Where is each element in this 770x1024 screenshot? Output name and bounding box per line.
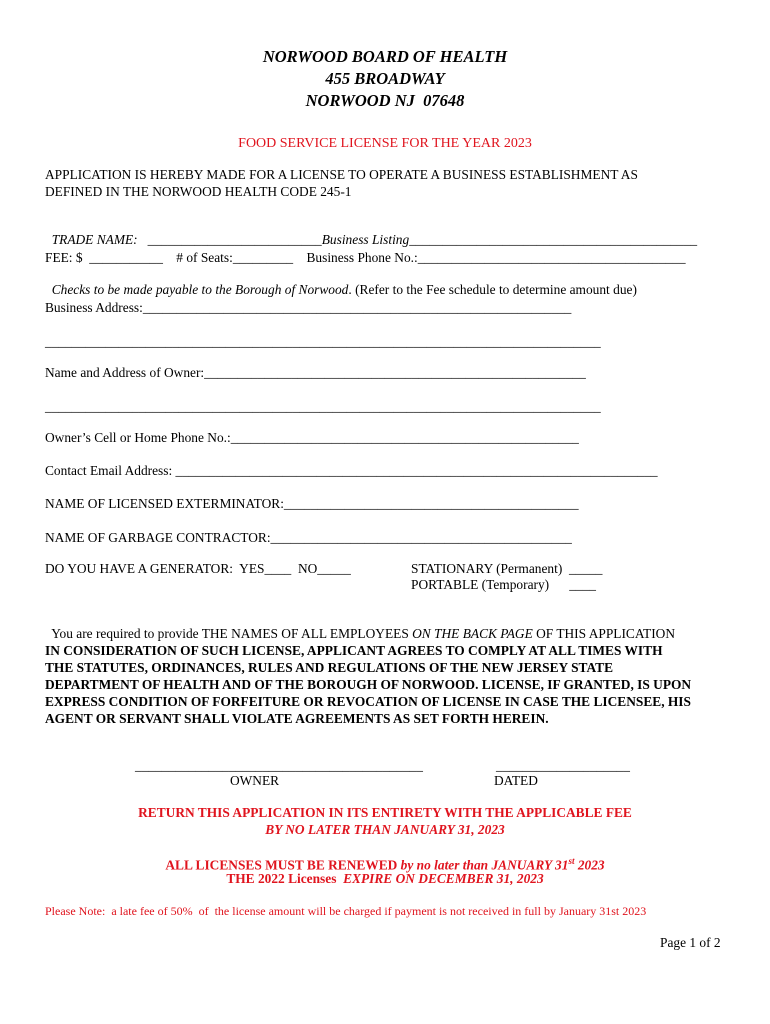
owner-name-address-field[interactable]: Name and Address of Owner:_________________________________________________________ xyxy=(45,365,586,380)
renewal-italic: by no later than JANUARY 31 xyxy=(400,857,569,873)
generator-portable[interactable]: PORTABLE (Temporary) ____ xyxy=(411,577,596,592)
trade-name-row[interactable] xyxy=(45,216,697,248)
consideration-paragraph xyxy=(45,642,735,727)
renewal-bold: ALL LICENSES MUST BE RENEWED xyxy=(165,857,401,873)
license-title: FOOD SERVICE LICENSE FOR THE YEAR 2023 xyxy=(238,136,532,151)
checks-note-italic: Checks to be made payable to the Borough of Norwood xyxy=(51,282,349,297)
date-signature-line[interactable]: ____________________ xyxy=(496,758,630,773)
consideration-line: AGENT OR SERVANT SHALL VIOLATE AGREEMENTS AS SET FORTH HEREIN. xyxy=(45,711,549,726)
page-number: Page 1 of 2 xyxy=(660,935,721,950)
business-address-line-2[interactable]: ___________________________________________________________________________________ xyxy=(45,334,601,349)
header-line-3: NORWOOD NJ 07648 xyxy=(305,91,465,110)
return-notice-line-2: BY NO LATER THAN JANUARY 31, 2023 xyxy=(265,822,505,837)
consideration-line: THE STATUTES, ORDINANCES, RULES AND REGULATIONS OF THE NEW JERSEY STATE xyxy=(45,660,613,675)
return-notice-line-1: RETURN THIS APPLICATION IN ITS ENTIRETY WITH THE APPLICABLE FEE xyxy=(138,805,632,820)
consideration-line: IN CONSIDERATION OF SUCH LICENSE, APPLICANT AGREES TO COMPLY AT ALL TIMES WITH xyxy=(45,643,663,658)
checks-note xyxy=(45,266,637,298)
business-address-field[interactable]: Business Address:________________________________________________________________ xyxy=(45,300,572,315)
owner-phone-field[interactable]: Owner’s Cell or Home Phone No.:____________________________________________________ xyxy=(45,430,579,445)
consideration-line: EXPRESS CONDITION OF FORFEITURE OR REVOCATION OF LICENSE IN CASE THE LICENSEE, HIS xyxy=(45,694,691,709)
owner-address-line-2[interactable]: ___________________________________________________________________________________ xyxy=(45,399,601,414)
renewal-l2-bold: THE 2022 Licenses xyxy=(226,871,344,886)
exterminator-field[interactable]: NAME OF LICENSED EXTERMINATOR:____________________________________________ xyxy=(45,496,579,511)
business-listing-blank[interactable]: ___________________________________________ xyxy=(409,232,698,247)
trade-name-label: TRADE NAME: xyxy=(51,232,138,247)
intro-line-1: APPLICATION IS HEREBY MADE FOR A LICENSE TO OPERATE A BUSINESS ESTABLISHMENT AS xyxy=(45,167,638,182)
header-line-2: 455 BROADWAY xyxy=(325,69,445,88)
consideration-line: DEPARTMENT OF HEALTH AND OF THE BOROUGH OF NORWOOD. LICENSE, IF GRANTED, IS UPON xyxy=(45,677,692,692)
employees-note-before: You are required to provide THE NAMES OF ALL EMPLOYEES xyxy=(51,626,413,641)
header-line-1: NORWOOD BOARD OF HEALTH xyxy=(262,47,508,66)
generator-stationary[interactable]: STATIONARY (Permanent) _____ xyxy=(411,561,603,576)
fee-seats-phone-row[interactable]: FEE: $ ___________ # of Seats:_________ Business Phone No.:________________________________________ xyxy=(45,250,686,265)
garbage-contractor-field[interactable]: NAME OF GARBAGE CONTRACTOR:_____________________________________________ xyxy=(45,530,572,545)
contact-email-field[interactable]: Contact Email Address: ________________________________________________________________________ xyxy=(45,463,658,478)
renewal-l2-italic: EXPIRE ON DECEMBER 31, 2023 xyxy=(343,871,544,886)
renewal-line-2 xyxy=(0,870,770,887)
employees-note-after: OF THIS APPLICATION xyxy=(532,626,676,641)
intro-line-2: DEFINED IN THE NORWOOD HEALTH CODE 245-1 xyxy=(45,184,352,199)
employees-note xyxy=(45,610,675,642)
trade-name-blank[interactable]: __________________________ xyxy=(137,232,322,247)
dated-label: DATED xyxy=(494,773,538,788)
owner-label: OWNER xyxy=(230,773,280,788)
renewal-sup: st xyxy=(568,856,575,866)
renewal-year: 2023 xyxy=(574,857,605,873)
generator-question[interactable]: DO YOU HAVE A GENERATOR: YES____ NO_____ xyxy=(45,561,351,576)
late-fee-note: Please Note: a late fee of 50% of the license amount will be charged if payment is not received in full by January 31st 2023 xyxy=(45,904,647,918)
owner-signature-line[interactable]: ___________________________________________ xyxy=(135,758,423,773)
checks-note-rest: . (Refer to the Fee schedule to determine amount due) xyxy=(348,282,637,297)
employees-note-italic: ON THE BACK PAGE xyxy=(412,626,533,641)
business-listing-label: Business Listing xyxy=(321,232,410,247)
